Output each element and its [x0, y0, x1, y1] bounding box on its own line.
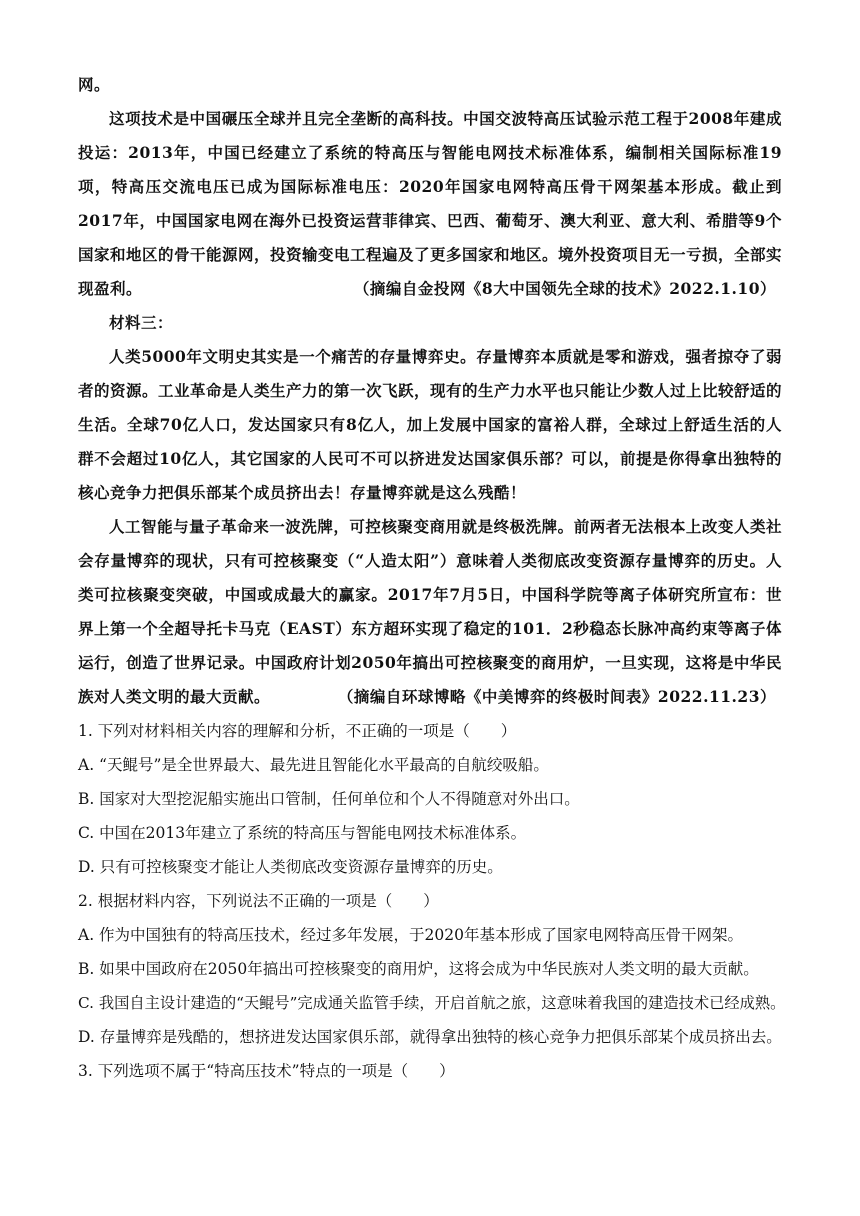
question-2-option-c: C. 我国自主设计建造的“天鲲号”完成通关监管手续，开启首航之旅，这意味着我国的建造技术已经成熟。 [78, 994, 786, 1012]
source-citation-material-2: （摘编自金投网《8大中国领先全球的技术》2022.1.10） [353, 279, 776, 298]
paragraph-stock-game: 人类5000年文明史其实是一个痛苦的存量博弈史。存量博弈本质就是零和游戏，强者掠夺了弱者的资源。工业革命是人类生产力的第一次飞跃，现有的生产力水平也只能让少数人过上比较舒适的生活。全球70亿人口，发达国家只有8亿人，加上发展中国家的富裕人群，全球过上舒适生活的人群不会超过10亿人，其它国家的人民可不可以挤进发达国家俱乐部？可以，前提是你得拿出独特的核心竞争力把俱乐部某个成员挤出去！存量博弈就是这么残酷！ [78, 347, 783, 502]
paragraph-uhv-technology: 这项技术是中国碾压全球并且完全垄断的高科技。中国交波特高压试验示范工程于2008年建成投运：2013年，中国已经建立了系统的特高压与智能电网技术标准体系，编制相关国际标准19项，特高压交流电压已成为国际标准电压：2020年国家电网特高压骨干网架基本形成。截止到2017年，中国国家电网在海外已投资运营菲律宾、巴西、葡萄牙、澳大利亚、意大利、希腊等9个国家和地区的骨干能源网，投资输变电工程遍及了更多国家和地区。境外投资项目无一亏损，全部实现盈利。 [78, 109, 783, 298]
question-1-option-c: C. 中国在2013年建立了系统的特高压与智能电网技术标准体系。 [78, 824, 527, 842]
question-2-option-d: D. 存量博弈是残酷的，想挤进发达国家俱乐部，就得拿出独特的核心竞争力把俱乐部某个成员挤出去。 [78, 1028, 782, 1046]
question-1-option-b: B. 国家对大型挖泥船实施出口管制，任何单位和个人不得随意对外出口。 [78, 790, 580, 808]
question-1-option-d: D. 只有可控核聚变才能让人类彻底改变资源存量博弈的历史。 [78, 858, 503, 876]
question-2-stem: 2. 根据材料内容，下列说法不正确的一项是（ ） [78, 892, 439, 910]
question-2-option-b: B. 如果中国政府在2050年搞出可控核聚变的商用炉，这将会成为中华民族对人类文明的最大贡献。 [78, 960, 759, 978]
question-2-option-a: A. 作为中国独有的特高压技术，经过多年发展，于2020年基本形成了国家电网特高压骨干网架。 [78, 926, 743, 944]
question-1-stem: 1. 下列对材料相关内容的理解和分析，不正确的一项是（ ） [78, 722, 517, 740]
paragraph-fusion: 人工智能与量子革命来一波洗牌，可控核聚变商用就是终极洗牌。前两者无法根本上改变人类社会存量博弈的现状，只有可控核聚变（“人造太阳”）意味着人类彻底改变资源存量博弈的历史。人类可拉核聚变突破，中国或成最大的赢家。2017年7月5日，中国科学院等离子体研究所宣布：世界上第一个全超导托卡马克（EAST）东方超环实现了稳定的101．2秒稳态长脉冲高约束等离子体运行，创造了世界记录。中国政府计划2050年搞出可控核聚变的商用炉，一旦实现，这将是中华民族对人类文明的最大贡献。 [78, 517, 782, 706]
source-citation-material-3: （摘编自环球博略《中美博弈的终极时间表》2022.11.23） [337, 687, 776, 706]
question-3-stem: 3. 下列选项不属于“特高压技术”特点的一项是（ ） [78, 1062, 455, 1080]
passage-line-continuation: 网。 [78, 75, 111, 94]
material-3-label: 材料三： [109, 313, 174, 332]
question-1-option-a: A. “天鲲号”是全世界最大、最先进且智能化水平最高的自航绞吸船。 [78, 756, 549, 774]
